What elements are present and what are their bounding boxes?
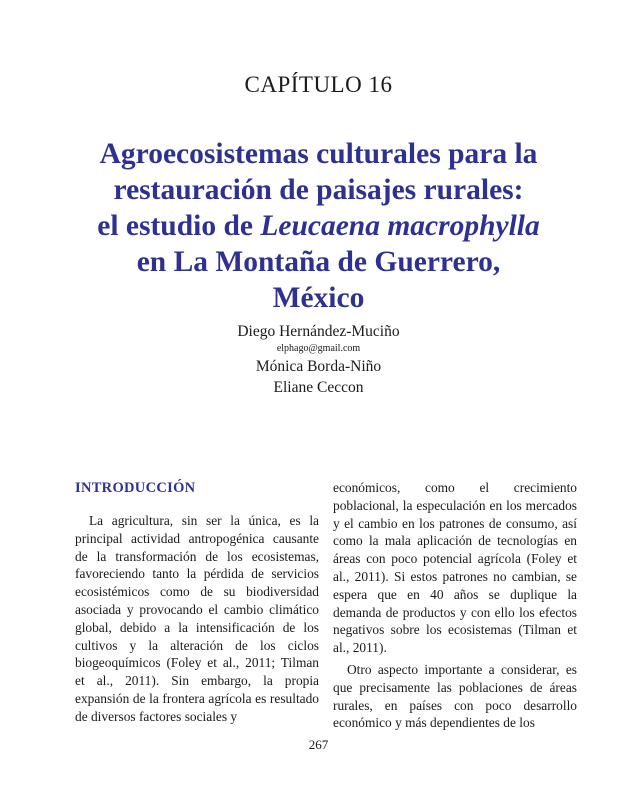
page-number: 267 <box>308 737 329 752</box>
paragraph-right-2: Otro aspecto importante a considerar, es que precisamente las poblaciones de áreas rurales, en países con poco desarrollo económico y más dependientes de los <box>333 661 577 731</box>
author-1: Diego Hernández-Muciño <box>237 323 400 340</box>
author-3: Eliane Ceccon <box>273 379 364 396</box>
species-name: Leucaena macrophylla <box>260 210 540 242</box>
author-1-email: elphago@gmail.com <box>276 343 361 354</box>
left-column <box>75 479 319 726</box>
section-heading: INTRODUCCIÓN <box>75 480 196 496</box>
title-line-4: en La Montaña de Guerrero, <box>136 246 501 278</box>
paragraph-right-1: económicos, como el crecimiento poblacional, la especulación en los mercados y el cambio en los patrones de consumo, así como la mala aplicación de tecnologías en áreas con poco potencial agrícola (Foley et al., 2011). Si estos patrones no cambian, se espera que en 40 años se duplique la demanda de productos y con ello los efectos negativos sobre los ecosistemas (Tilman et al., 2011). <box>333 480 577 656</box>
title-line-3 <box>40 208 597 244</box>
right-column <box>333 479 577 732</box>
title-line-5: México <box>272 282 365 314</box>
author-block <box>0 321 637 398</box>
author-2: Mónica Borda-Niño <box>255 358 382 375</box>
chapter-title <box>40 136 597 316</box>
chapter-label: CAPÍTULO 16 <box>244 72 393 97</box>
paragraph-left-1: La agricultura, sin ser la única, es la principal actividad antropogénica causante de la transformación de los ecosistemas, favoreciendo tanto la pérdida de servicios ecosistémicos como de su biodiversidad asociada y provocando el cambio climático global, debido a la intensificación de los cultivos y la alteración de los ciclos biogeoquímicos (Foley et al., 2011; Tilman et al., 2011). Sin embargo, la propia expansión de la frontera agrícola es resultado de diversos factores sociales y <box>75 513 319 724</box>
title-line-2: restauración de paisajes rurales: <box>113 174 524 206</box>
title-line-3-text: el estudio de <box>97 210 261 242</box>
title-line-1: Agroecosistemas culturales para la <box>99 138 538 170</box>
